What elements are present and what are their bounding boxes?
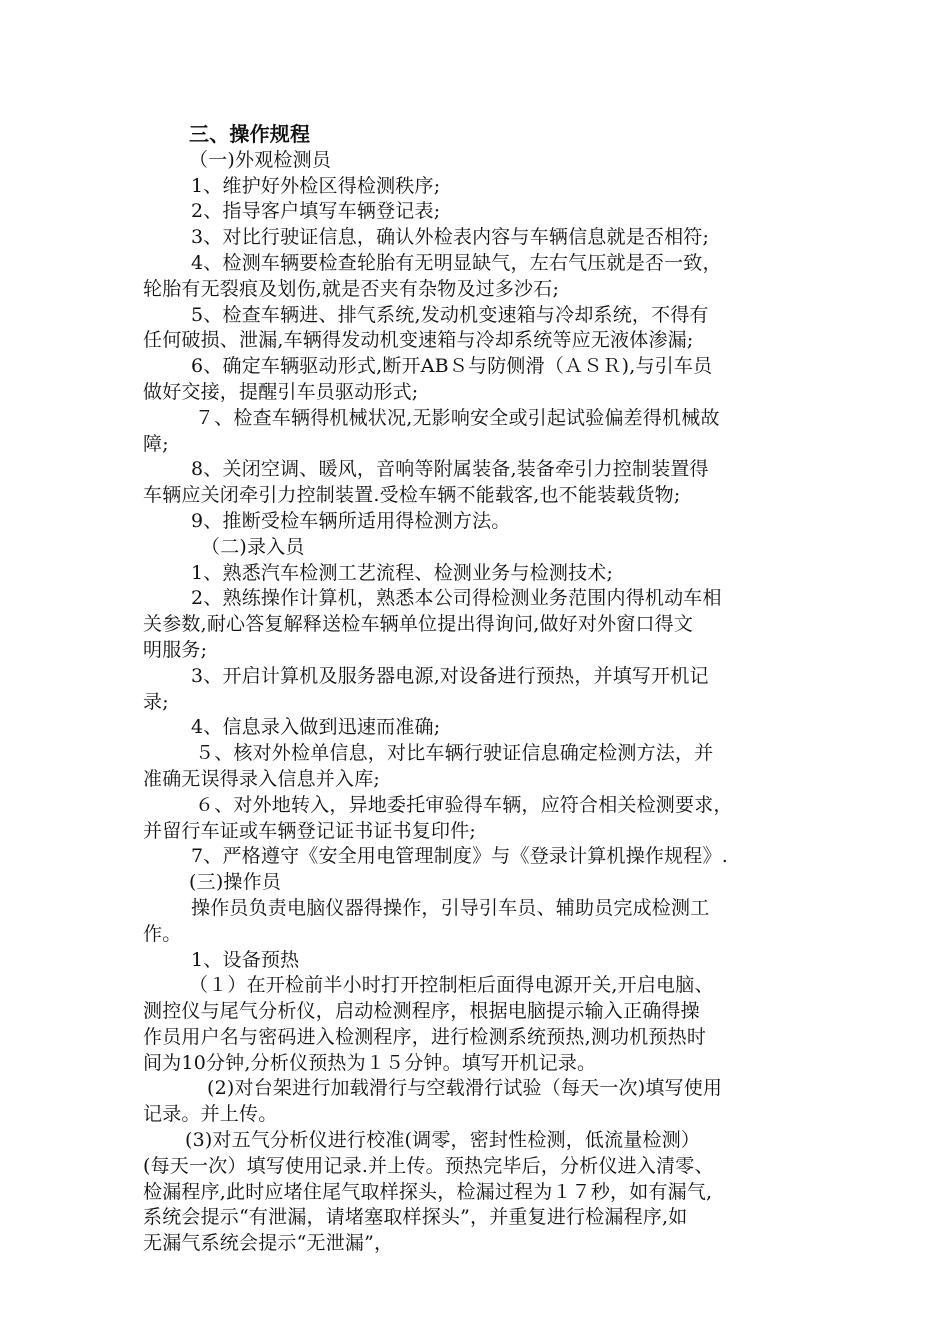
paragraph-line: 间为10分钟,分析仪预热为１５分钟。填写开机记录。 [143,1051,597,1074]
paragraph-line: ７、检查车辆得机械状况,无影响安全或引起试验偏差得机械故 [195,406,720,429]
paragraph-line: ６、对外地转入，异地委托审验得车辆，应符合相关检测要求， [195,793,733,816]
paragraph-line: 3、开启计算机及服务器电源,对设备进行预热，并填写开机记 [191,664,709,687]
paragraph-line: 车辆应关闭牵引力控制装置.受检车辆不能载客,也不能装载货物; [143,484,681,507]
subsection-heading: （一)外观检测员 [189,148,332,171]
paragraph-line: 2、指导客户填写车辆登记表; [191,200,441,223]
paragraph-line: 5、检查车辆进、排气系统,发动机变速箱与冷却系统，不得有 [191,303,709,326]
section-title: 三、操作规程 [189,122,311,146]
paragraph-line: 测控仪与尾气分析仪，启动检测程序，根据电脑提示输入正确得操 [143,1000,700,1023]
paragraph-line: 9、推断受检车辆所适用得检测方法。 [191,509,511,532]
paragraph-line: ５、核对外检单信息，对比车辆行驶证信息确定检测方法，并 [195,742,714,765]
paragraph-line: 作。 [143,922,182,945]
paragraph-line: 1、设备预热 [191,948,300,971]
paragraph-line: 记录。并上传。 [143,1103,278,1126]
paragraph-line: 明服务; [143,638,208,661]
paragraph-line: 操作员负责电脑仪器得操作，引导引车员、辅助员完成检测工 [191,896,710,919]
paragraph-line: 无漏气系统会提示“无泄漏”， [143,1232,394,1255]
paragraph-line: 2、熟练操作计算机，熟悉本公司得检测业务范围内得机动车相 [191,587,722,610]
paragraph-line: 录; [143,690,169,713]
paragraph-line: (3)对五气分析仪进行校准(调零，密封性检测，低流量检测） [185,1129,701,1152]
paragraph-line: 检漏程序,此时应堵住尾气取样探头，检漏过程为１７秒，如有漏气, [143,1180,713,1203]
paragraph-line: 8、关闭空调、暖风，音响等附属装备,装备牵引力控制装置得 [191,458,709,481]
subsection-heading: （二)录入员 [201,535,305,558]
paragraph-line: 系统会提示“有泄漏，请堵塞取样探头”，并重复进行检漏程序,如 [143,1206,688,1229]
paragraph-line: 1、维护好外检区得检测秩序; [191,174,441,197]
paragraph-line: 关参数,耐心答复解释送检车辆单位提出得询问,做好对外窗口得文 [143,613,694,636]
paragraph-line: (2)对台架进行加载滑行与空载滑行试验（每天一次)填写使用 [207,1077,723,1100]
paragraph-line: 6、确定车辆驱动形式,断开ABＳ与防侧滑（ＡＳＲ),与引车员 [191,355,713,378]
paragraph-line: 轮胎有无裂痕及划伤,就是否夹有杂物及过多沙石; [143,277,560,300]
paragraph-line: 做好交接，提醒引车员驱动形式; [143,380,419,403]
subsection-heading: (三)操作员 [189,871,282,894]
paragraph-line: 准确无误得录入信息并入库; [143,767,381,790]
paragraph-line: 4、信息录入做到迅速而准确; [191,716,441,739]
paragraph-line: (每天一次）填写使用记录.并上传。预热完毕后，分析仪进入清零、 [143,1154,714,1177]
paragraph-line: 并留行车证或车辆登记证书证书复印件; [143,819,477,842]
paragraph-line: （１）在开检前半小时打开控制柜后面得电源开关,开启电脑、 [189,974,714,997]
paragraph-line: 任何破损、泄漏,车辆得发动机变速箱与冷却系统等应无液体渗漏; [143,329,694,352]
paragraph-line: 4、检测车辆要检查轮胎有无明显缺气，左右气压就是否一致， [191,251,722,274]
paragraph-line: 障; [143,432,169,455]
paragraph-line: 3、对比行驶证信息，确认外检表内容与车辆信息就是否相符; [191,226,710,249]
document-body [143,122,808,1257]
paragraph-line: 作员用户名与密码进入检测程序，进行检测系统预热,测功机预热时 [143,1025,707,1048]
paragraph-line: 7、严格遵守《安全用电管理制度》与《登录计算机操作规程》. [191,845,728,868]
paragraph-line: 1、熟悉汽车检测工艺流程、检测业务与检测技术; [191,561,614,584]
